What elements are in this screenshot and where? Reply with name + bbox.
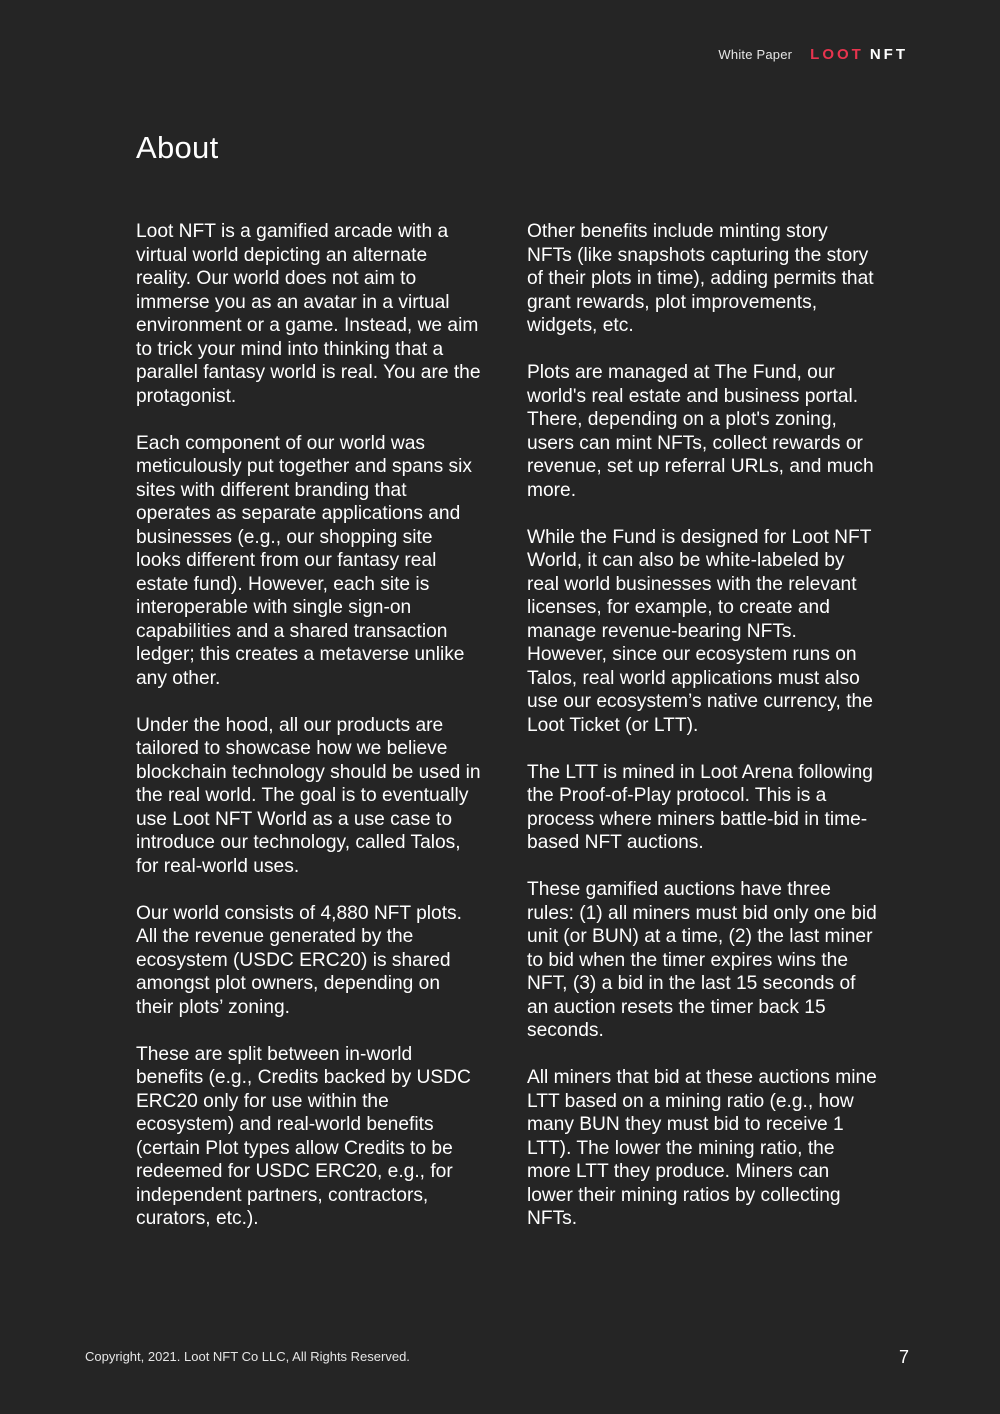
- left-paragraph-1: Loot NFT is a gamified arcade with a virtual world depicting an alternate reality. Our world does not aim to immerse you as an avatar in a virtual environment or a game. Instead, we aim to trick your mind into thinking that a parallel fantasy world is real. You are the protagonist.: [136, 221, 481, 407]
- right-paragraph-5: These gamified auctions have three rules: (1) all miners must bid only one bid unit (or BUN) at a time, (2) the last miner to bid when the timer expires wins the NFT, (3) a bid in the last 15 seconds of an auction resets the timer back 15 seconds.: [527, 879, 877, 1041]
- right-paragraph-1: Other benefits include minting story NFTs (like snapshots capturing the story of their plots in time), adding permits that grant rewards, plot improvements, widgets, etc.: [527, 221, 874, 336]
- header-label: White Paper: [718, 47, 793, 62]
- right-paragraph-4: The LTT is mined in Loot Arena following the Proof-of-Play protocol. This is a process where miners battle-bid in time-based NFT auctions.: [527, 761, 873, 853]
- right-paragraph-6: All miners that bid at these auctions mine LTT based on a mining ratio (e.g., how many BUN they must bid to receive 1 LTT). The lower the mining ratio, the more LTT they produce. Miners can lower their mining ratios by collecting NFTs.: [527, 1067, 877, 1229]
- right-paragraph-3: While the Fund is designed for Loot NFT World, it can also be white-labeled by real world businesses with the relevant licenses, for example, to create and manage revenue-bearing NFTs. However, since our ecosystem runs on Talos, real world applications must also use our ecosystem’s native currency, the Loot Ticket (or LTT).: [527, 526, 873, 736]
- right-paragraph-2: Plots are managed at The Fund, our world's real estate and business portal. There, depending on a plot's zoning, users can mint NFTs, collect rewards or revenue, set up referral URLs, and much more.: [527, 362, 874, 501]
- left-column: [136, 220, 481, 1254]
- left-paragraph-3: Under the hood, all our products are tailored to showcase how we believe blockchain technology should be used in the real world. The goal is to eventually use Loot NFT World as a use case to introduce our technology, called Talos, for real-world uses.: [136, 714, 481, 877]
- logo-loot-text: LOOT: [810, 46, 864, 63]
- left-paragraph-5: These are split between in-world benefits (e.g., Credits backed by USDC ERC20 only for use within the ecosystem) and real-world benefits (certain Plot types allow Credits to be redeemed for USDC ERC20, e.g., for independent partners, contractors, curators, etc.).: [136, 1043, 471, 1229]
- logo-nft-text: NFT: [869, 46, 908, 63]
- page-number: 7: [898, 1347, 909, 1367]
- page-title: About: [136, 130, 219, 165]
- brand-logo: [810, 46, 908, 63]
- page-header: [718, 46, 908, 63]
- left-paragraph-4: Our world consists of 4,880 NFT plots. All the revenue generated by the ecosystem (USDC ERC20) is shared amongst plot owners, depending on their plots’ zoning.: [136, 902, 462, 1018]
- footer-copyright: Copyright, 2021. Loot NFT Co LLC, All Rights Reserved.: [85, 1349, 410, 1364]
- left-paragraph-2: Each component of our world was meticulously put together and spans six sites with different branding that operates as separate applications and businesses (e.g., our shopping site looks different from our fantasy real estate fund). However, each site is interoperable with single sign-on capabilities and a shared transaction ledger; this creates a metaverse unlike any other.: [136, 432, 472, 689]
- right-column: [527, 220, 877, 1254]
